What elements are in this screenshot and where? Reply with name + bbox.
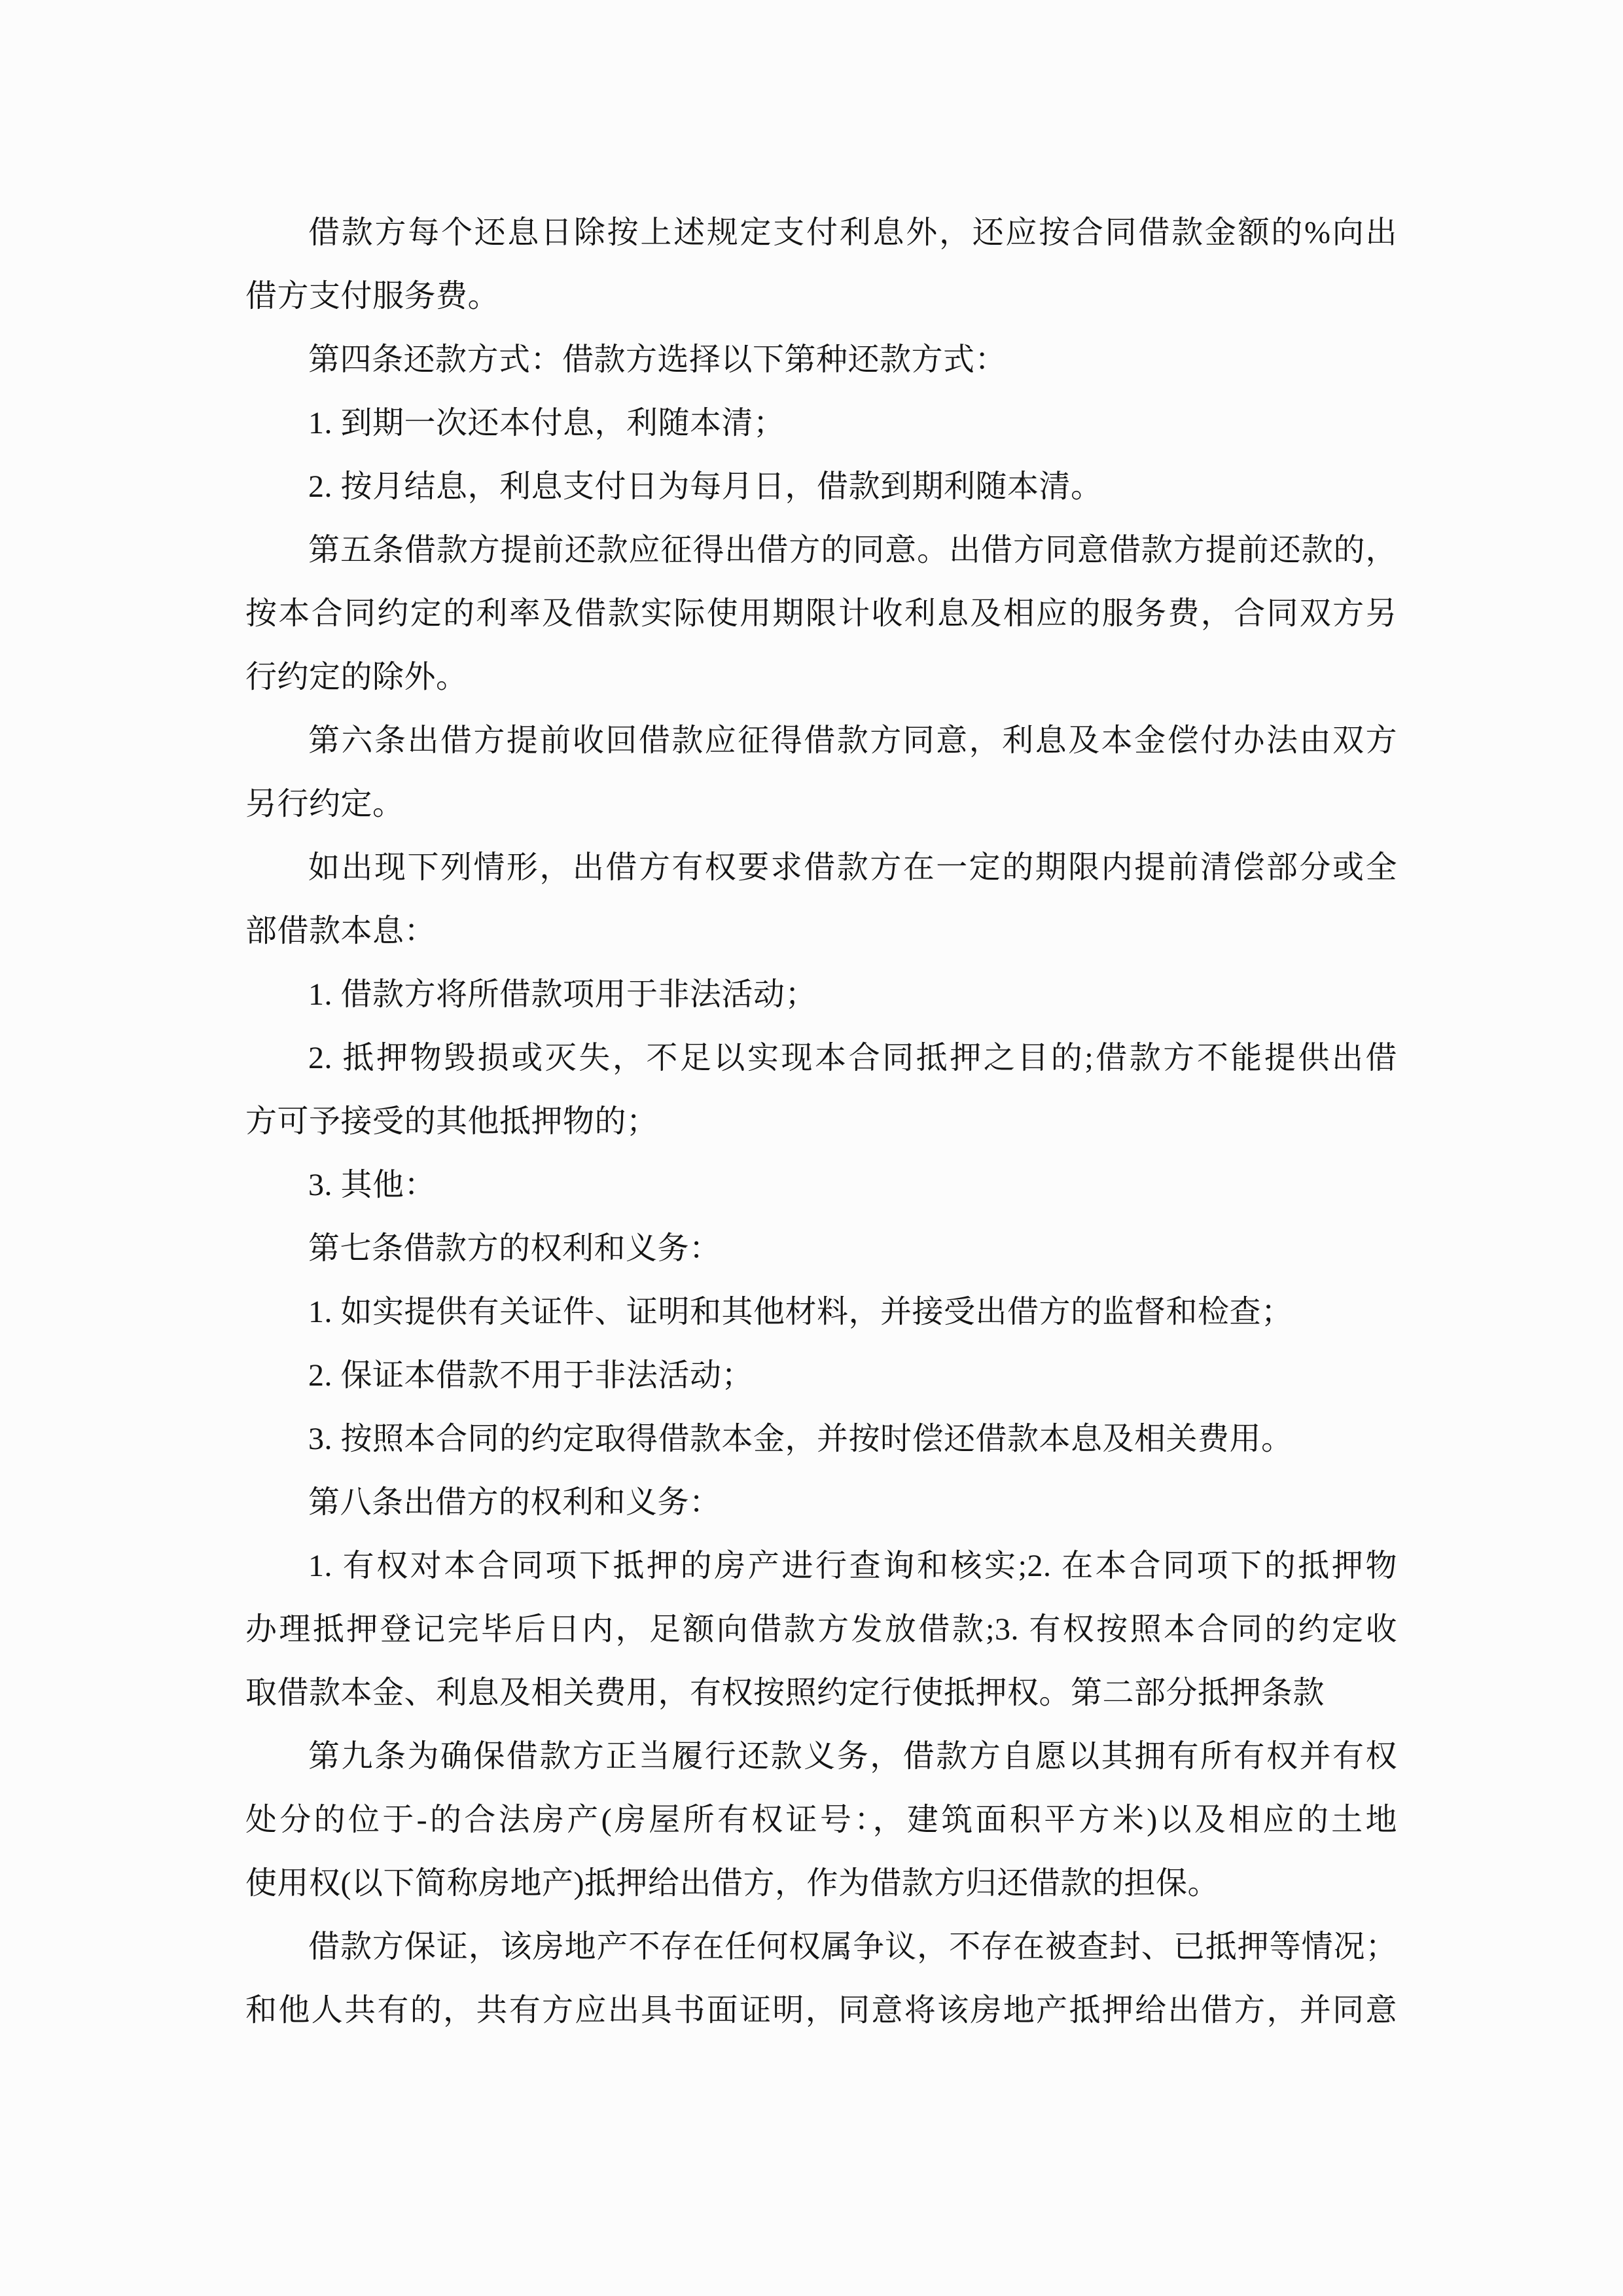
document-line: 1. 如实提供有关证件、证明和其他材料，并接受出借方的监督和检查； (308, 1295, 1293, 1329)
document-line: 行约定的除外。 (245, 660, 468, 694)
document-line: 2. 抵押物毁损或灭失，不足以实现本合同抵押之目的;借款方不能提供出借 (308, 1041, 1397, 1075)
document-line: 和他人共有的，共有方应出具书面证明，同意将该房地产抵押给出借方，并同意 (245, 1993, 1397, 2028)
document-line: 办理抵押登记完毕后日内，足额向借款方发放借款;3. 有权按照本合同的约定收 (245, 1612, 1397, 1647)
document-line: 取借款本金、利息及相关费用，有权按照约定行使抵押权。第二部分抵押条款 (245, 1676, 1325, 1710)
document-line: 按本合同约定的利率及借款实际使用期限计收利息及相应的服务费，合同双方另 (245, 596, 1397, 631)
document-line: 部借款本息： (245, 914, 437, 948)
document-line: 借方支付服务费。 (245, 279, 500, 314)
document-line: 第五条借款方提前还款应征得出借方的同意。出借方同意借款方提前还款的， (308, 533, 1397, 567)
document-line: 第六条出借方提前收回借款应征得借款方同意，利息及本金偿付办法由双方 (308, 723, 1397, 758)
document-line: 借款方每个还息日除按上述规定支付利息外，还应按合同借款金额的%向出 (308, 215, 1397, 250)
document-line: 借款方保证，该房地产不存在任何权属争议，不存在被查封、已抵押等情况； (308, 1929, 1397, 1964)
document-line: 第七条借款方的权利和义务： (308, 1231, 721, 1266)
document-line: 第四条还款方式：借款方选择以下第种还款方式： (308, 342, 1007, 377)
document-line: 第九条为确保借款方正当履行还款义务，借款方自愿以其拥有所有权并有权 (308, 1739, 1397, 1774)
document-line: 使用权(以下简称房地产)抵押给出借方，作为借款方归还借款的担保。 (245, 1866, 1219, 1901)
document-content (245, 201, 1397, 2042)
document-line: 1. 有权对本合同项下抵押的房产进行查询和核实;2. 在本合同项下的抵押物 (308, 1549, 1397, 1583)
document-line: 1. 到期一次还本付息，利随本清； (308, 406, 785, 440)
document-line: 如出现下列情形，出借方有权要求借款方在一定的期限内提前清偿部分或全 (308, 850, 1397, 885)
document-line: 2. 按月结息，利息支付日为每月日，借款到期利随本清。 (308, 469, 1103, 504)
document-line: 3. 按照本合同的约定取得借款本金，并按时偿还借款本息及相关费用。 (308, 1422, 1293, 1456)
document-line: 3. 其他： (308, 1168, 437, 1202)
document-line: 处分的位于-的合法房产(房屋所有权证号：，建筑面积平方米)以及相应的土地 (245, 1803, 1397, 1837)
document-line: 另行约定。 (245, 787, 404, 821)
document-line: 方可予接受的其他抵押物的； (245, 1104, 658, 1139)
document-line: 1. 借款方将所借款项用于非法活动； (308, 977, 817, 1012)
document-line: 第八条出借方的权利和义务： (308, 1485, 721, 1520)
document-line: 2. 保证本借款不用于非法活动； (308, 1358, 754, 1393)
